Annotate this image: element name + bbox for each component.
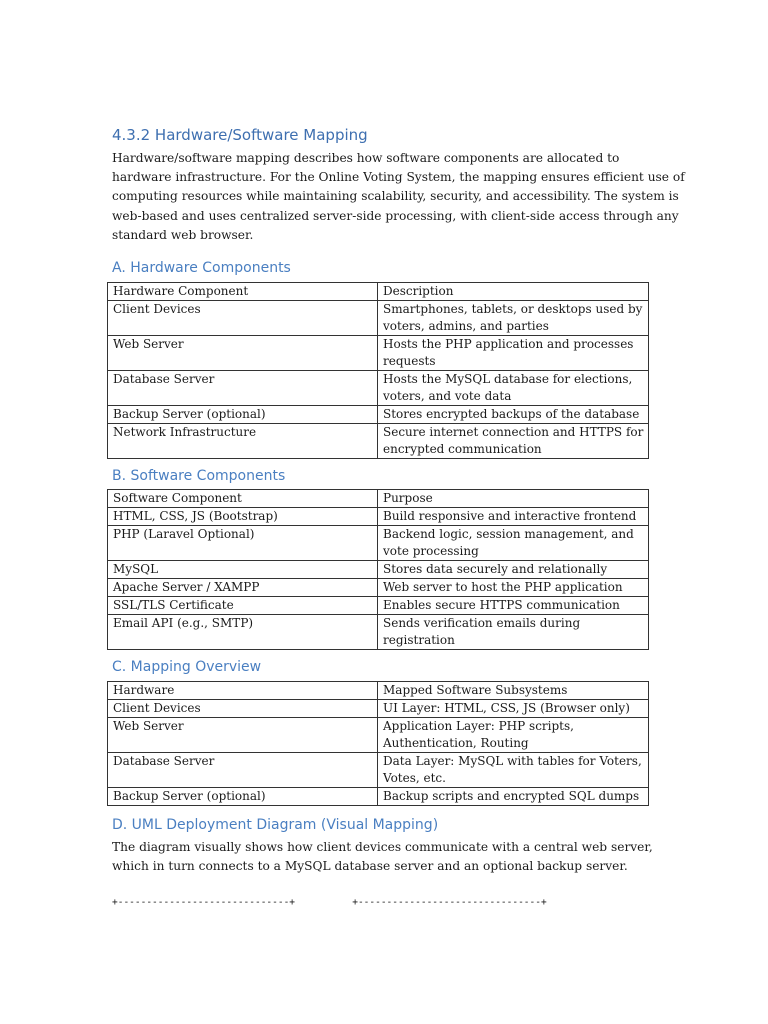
cell-text: Database Server xyxy=(113,372,215,386)
table-cell xyxy=(108,336,378,371)
table-header-cell xyxy=(378,490,649,508)
cell-text: Client Devices xyxy=(113,302,201,316)
table-header-cell xyxy=(378,283,649,301)
table-cell xyxy=(378,579,649,597)
hardware-table xyxy=(107,282,649,459)
cell-text: Network Infrastructure xyxy=(113,425,257,439)
mapping-table xyxy=(107,681,649,806)
cell-text: Backup Server (optional) xyxy=(113,789,266,803)
table-cell xyxy=(108,615,378,650)
cell-text: Smartphones, tablets, or desktops used by xyxy=(383,302,643,316)
cell-text: Data Layer: MySQL with tables for Voters, xyxy=(383,754,642,768)
cell-text: Client Devices xyxy=(113,701,201,715)
table-row xyxy=(108,718,649,753)
table-cell xyxy=(108,406,378,424)
table-cell xyxy=(378,718,649,753)
table-cell xyxy=(378,597,649,615)
table-cell xyxy=(108,371,378,406)
cell-text: Email API (e.g., SMTP) xyxy=(113,616,254,630)
uml-heading: D. UML Deployment Diagram (Visual Mapping) xyxy=(112,817,439,833)
paragraph-line: which in turn connects to a MySQL database server and an optional backup server. xyxy=(112,859,628,874)
table-cell xyxy=(378,753,649,788)
table-cell xyxy=(108,700,378,718)
table-cell xyxy=(378,424,649,459)
table-row xyxy=(108,700,649,718)
cell-text: PHP (Laravel Optional) xyxy=(113,527,255,541)
cell-text: registration xyxy=(383,633,455,647)
cell-text: Stores encrypted backups of the database xyxy=(383,407,640,421)
table-header-cell xyxy=(108,682,378,700)
cell-text: requests xyxy=(383,354,436,368)
table-cell xyxy=(378,406,649,424)
table-row xyxy=(108,597,649,615)
software-table xyxy=(107,489,649,650)
table-row xyxy=(108,371,649,406)
paragraph-line: standard web browser. xyxy=(112,227,254,242)
cell-text: Description xyxy=(383,284,454,298)
table-cell xyxy=(378,371,649,406)
paragraph-line: hardware infrastructure. For the Online Voting System, the mapping ensures efficient use of xyxy=(112,170,685,185)
cell-text: Stores data securely and relationally xyxy=(383,562,608,576)
cell-text: Votes, etc. xyxy=(383,771,446,785)
table-header-row xyxy=(108,283,649,301)
table-cell xyxy=(378,700,649,718)
cell-text: Purpose xyxy=(383,491,433,505)
table-cell xyxy=(378,561,649,579)
table-cell xyxy=(378,301,649,336)
ascii-diagram: +------------------------------+ +--------------------------------+ xyxy=(112,897,547,908)
cell-text: Secure internet connection and HTTPS for xyxy=(383,425,644,439)
table-cell xyxy=(378,508,649,526)
table-header-row xyxy=(108,682,649,700)
table-cell xyxy=(108,526,378,561)
cell-text: Hardware xyxy=(113,683,175,697)
table-row xyxy=(108,406,649,424)
table-row xyxy=(108,615,649,650)
cell-text: Application Layer: PHP scripts, xyxy=(383,719,574,733)
cell-text: Hardware Component xyxy=(113,284,249,298)
cell-text: Apache Server / XAMPP xyxy=(113,580,260,594)
table-cell xyxy=(108,788,378,806)
cell-text: Sends verification emails during xyxy=(383,616,581,630)
cell-text: MySQL xyxy=(113,562,159,576)
cell-text: Backup scripts and encrypted SQL dumps xyxy=(383,789,640,803)
table-cell xyxy=(108,301,378,336)
cell-text: Authentication, Routing xyxy=(383,736,529,750)
table-cell xyxy=(108,718,378,753)
cell-text: Build responsive and interactive frontend xyxy=(383,509,637,523)
table-row xyxy=(108,424,649,459)
table-header-cell xyxy=(378,682,649,700)
paragraph-line: Hardware/software mapping describes how software components are allocated to xyxy=(112,151,620,165)
mapping-heading: C. Mapping Overview xyxy=(112,659,262,675)
table-row xyxy=(108,508,649,526)
cell-text: Backend logic, session management, and xyxy=(383,527,634,541)
cell-text: vote processing xyxy=(383,544,479,558)
cell-text: Database Server xyxy=(113,754,215,768)
table-row xyxy=(108,526,649,561)
table-row xyxy=(108,788,649,806)
table-cell xyxy=(108,579,378,597)
table-cell xyxy=(108,508,378,526)
table-row xyxy=(108,301,649,336)
table-row xyxy=(108,579,649,597)
table-cell xyxy=(108,561,378,579)
table-row xyxy=(108,336,649,371)
paragraph-line: The diagram visually shows how client devices communicate with a central web server, xyxy=(112,840,653,854)
cell-text: Web Server xyxy=(113,337,184,351)
table-cell xyxy=(108,753,378,788)
software-heading: B. Software Components xyxy=(112,468,286,484)
hardware-heading: A. Hardware Components xyxy=(112,260,291,276)
cell-text: Hosts the MySQL database for elections, xyxy=(383,372,633,386)
table-row xyxy=(108,753,649,788)
table-cell xyxy=(108,597,378,615)
table-row xyxy=(108,561,649,579)
cell-text: voters, admins, and parties xyxy=(383,319,549,333)
cell-text: Software Component xyxy=(113,491,242,505)
cell-text: UI Layer: HTML, CSS, JS (Browser only) xyxy=(383,701,630,715)
cell-text: Web Server xyxy=(113,719,184,733)
section-title: 4.3.2 Hardware/Software Mapping xyxy=(112,126,368,144)
table-cell xyxy=(378,615,649,650)
cell-text: Web server to host the PHP application xyxy=(383,580,623,594)
cell-text: Backup Server (optional) xyxy=(113,407,266,421)
table-cell xyxy=(378,336,649,371)
cell-text: SSL/TLS Certificate xyxy=(113,598,234,612)
table-header-row xyxy=(108,490,649,508)
cell-text: Enables secure HTTPS communication xyxy=(383,598,620,612)
paragraph-line: computing resources while maintaining scalability, security, and accessibility. The system is xyxy=(112,189,679,204)
uml-paragraph xyxy=(112,838,657,876)
table-header-cell xyxy=(108,283,378,301)
paragraph-line: web-based and uses centralized server-side processing, with client-side access through any xyxy=(112,208,679,223)
table-header-cell xyxy=(108,490,378,508)
table-cell xyxy=(378,788,649,806)
cell-text: Hosts the PHP application and processes xyxy=(383,337,634,351)
cell-text: voters, and vote data xyxy=(383,389,512,403)
table-cell xyxy=(378,526,649,561)
cell-text: HTML, CSS, JS (Bootstrap) xyxy=(113,509,278,523)
table-cell xyxy=(108,424,378,459)
cell-text: Mapped Software Subsystems xyxy=(383,683,568,697)
intro-paragraph xyxy=(112,149,685,245)
cell-text: encrypted communication xyxy=(383,442,542,456)
